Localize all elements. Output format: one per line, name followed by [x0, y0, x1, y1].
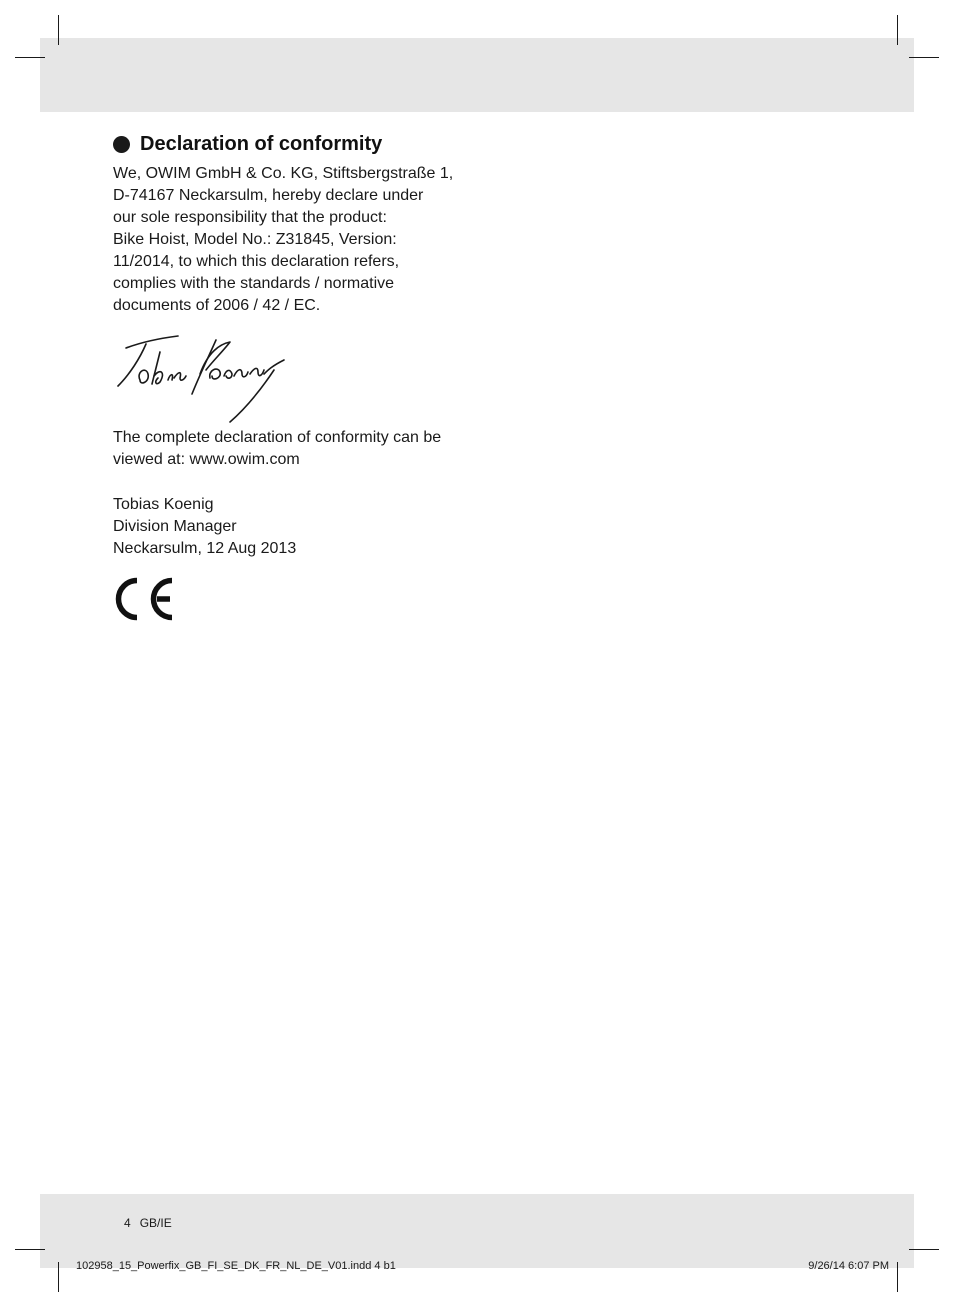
crop-mark: [909, 1249, 939, 1250]
crop-mark: [15, 1249, 45, 1250]
declaration-line: 11/2014, to which this declaration refers,: [113, 253, 400, 270]
declaration-line: We, OWIM GmbH & Co. KG, Stiftsbergstraße 1,: [113, 165, 454, 182]
signer-name: Tobias Koenig: [113, 496, 214, 513]
bullet-icon: [113, 136, 130, 153]
header-band: [40, 38, 914, 112]
crop-mark: [58, 15, 59, 45]
slug-timestamp: 9/26/14 6:07 PM: [808, 1260, 889, 1272]
section-heading: [113, 132, 382, 156]
crop-mark: [58, 1262, 59, 1292]
declaration-line: documents of 2006 / 42 / EC.: [113, 297, 321, 314]
page-locale: GB/IE: [139, 1216, 172, 1230]
ce-mark-icon: [112, 576, 178, 622]
signer-place-date: Neckarsulm, 12 Aug 2013: [113, 540, 297, 557]
signature-image: [112, 330, 292, 425]
declaration-paragraph: [113, 163, 453, 317]
slug-filename: 102958_15_Powerfix_GB_FI_SE_DK_FR_NL_DE_V01.indd 4 b1: [76, 1260, 396, 1272]
declaration-line: D-74167 Neckarsulm, hereby declare under: [113, 187, 424, 204]
note-line: viewed at: www.owim.com: [113, 451, 300, 468]
signer-block: [113, 494, 296, 560]
page-number: 4: [124, 1216, 131, 1230]
declaration-line: complies with the standards / normative: [113, 275, 395, 292]
crop-mark: [909, 57, 939, 58]
footer-band: [40, 1194, 914, 1268]
declaration-line: Bike Hoist, Model No.: Z31845, Version:: [113, 231, 397, 248]
page-number-block: [124, 1216, 172, 1230]
complete-declaration-note: [113, 427, 441, 471]
crop-mark: [897, 1262, 898, 1292]
signer-title: Division Manager: [113, 518, 237, 535]
heading-title: Declaration of conformity: [140, 133, 383, 155]
crop-mark: [15, 57, 45, 58]
crop-mark: [897, 15, 898, 45]
note-line: The complete declaration of conformity can be: [113, 429, 442, 446]
declaration-line: our sole responsibility that the product:: [113, 209, 387, 226]
